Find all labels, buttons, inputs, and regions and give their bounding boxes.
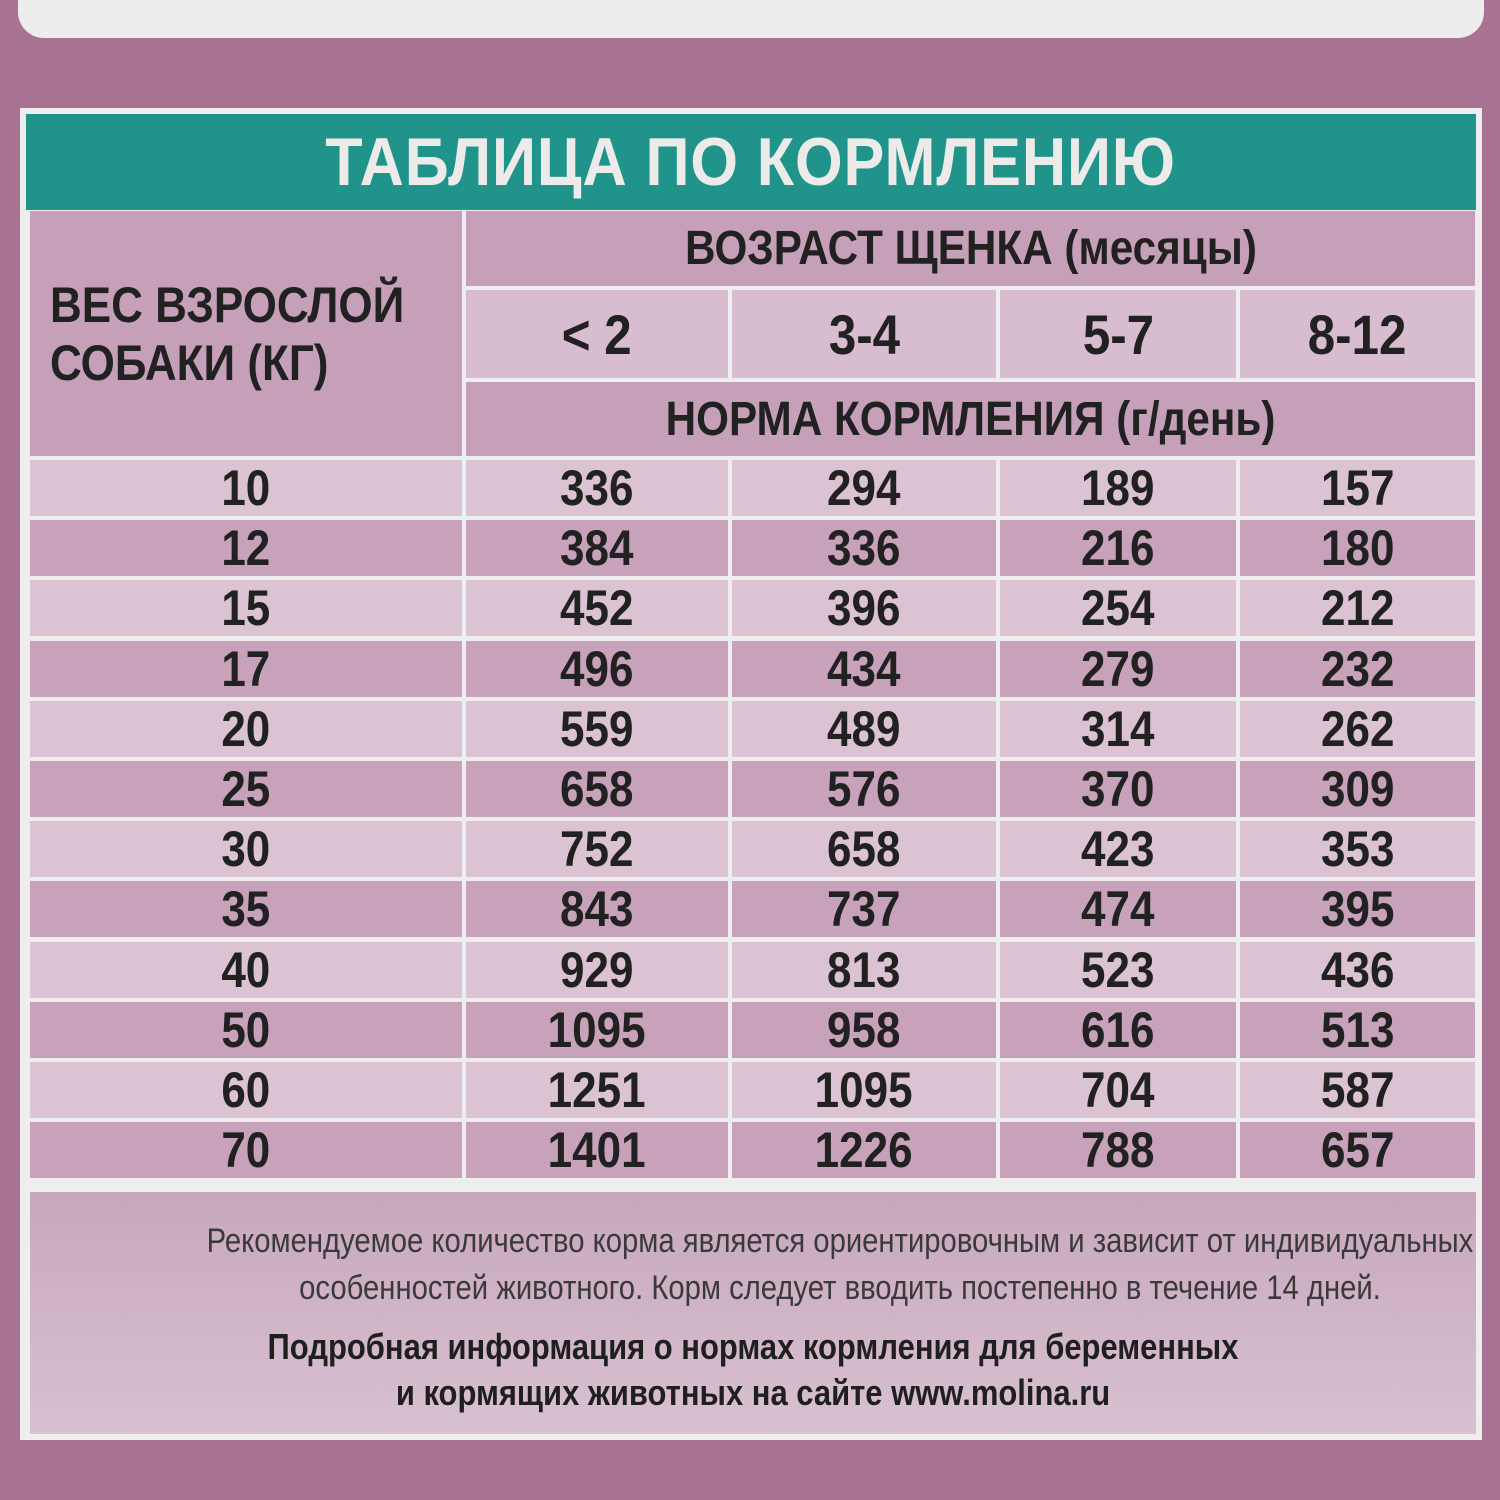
feed-amount-cell: 813	[732, 942, 996, 998]
age-column-3: 5-7	[1000, 290, 1236, 378]
top-label-strip	[18, 0, 1484, 38]
age-column-1: < 2	[466, 290, 728, 378]
footer	[30, 1192, 1476, 1434]
feed-amount-cell: 434	[732, 641, 996, 697]
feed-amount-cell: 1095	[466, 1002, 728, 1058]
weight-cell: 40	[30, 942, 462, 998]
feed-amount-cell: 384	[466, 520, 728, 576]
feed-amount-cell: 616	[1000, 1002, 1236, 1058]
feed-amount-cell: 436	[1240, 942, 1475, 998]
feed-amount-cell: 262	[1240, 701, 1475, 757]
feed-amount-cell: 752	[466, 821, 728, 877]
feed-amount-cell: 370	[1000, 761, 1236, 817]
feed-amount-cell: 180	[1240, 520, 1475, 576]
feed-amount-cell: 452	[466, 580, 728, 636]
feed-amount-cell: 496	[466, 641, 728, 697]
weight-cell: 20	[30, 701, 462, 757]
weight-cell: 10	[30, 460, 462, 516]
weight-cell: 25	[30, 761, 462, 817]
feed-amount-cell: 353	[1240, 821, 1475, 877]
feed-amount-cell: 157	[1240, 460, 1475, 516]
feed-amount-cell: 396	[732, 580, 996, 636]
feed-amount-cell: 704	[1000, 1062, 1236, 1118]
footer-note: Рекомендуемое количество корма является ориентировочным и зависит от индивидуальных особенностей животного. Корм следует вводить постепенно в течение 14 дней.	[206, 1222, 1474, 1307]
feed-amount-cell: 1401	[466, 1122, 728, 1178]
weight-cell: 60	[30, 1062, 462, 1118]
feed-amount-cell: 423	[1000, 821, 1236, 877]
feed-amount-cell: 489	[732, 701, 996, 757]
age-header: ВОЗРАСТ ЩЕНКА (месяцы)	[466, 211, 1475, 286]
feed-amount-cell: 216	[1000, 520, 1236, 576]
weight-cell: 15	[30, 580, 462, 636]
feed-amount-cell: 587	[1240, 1062, 1475, 1118]
feed-amount-cell: 843	[466, 881, 728, 937]
feed-amount-cell: 314	[1000, 701, 1236, 757]
age-column-4: 8-12	[1240, 290, 1475, 378]
weight-cell: 17	[30, 641, 462, 697]
feed-amount-cell: 658	[466, 761, 728, 817]
feeding-table-panel	[20, 108, 1482, 1440]
feed-amount-cell: 658	[732, 821, 996, 877]
feed-amount-cell: 576	[732, 761, 996, 817]
feed-amount-cell: 657	[1240, 1122, 1475, 1178]
feed-amount-cell: 1226	[732, 1122, 996, 1178]
feed-amount-cell: 189	[1000, 460, 1236, 516]
feed-amount-cell: 309	[1240, 761, 1475, 817]
footer-info: Подробная информация о нормах кормления для беременных и кормящих животных на сайте www.molina.ru	[267, 1326, 1239, 1413]
feed-amount-cell: 737	[732, 881, 996, 937]
weight-cell: 12	[30, 520, 462, 576]
feed-amount-cell: 1251	[466, 1062, 728, 1118]
weight-column-header: ВЕС ВЗРОСЛОЙ СОБАКИ (КГ)	[30, 211, 462, 456]
weight-cell: 70	[30, 1122, 462, 1178]
feed-amount-cell: 212	[1240, 580, 1475, 636]
feed-amount-cell: 958	[732, 1002, 996, 1058]
weight-cell: 35	[30, 881, 462, 937]
feed-amount-cell: 929	[466, 942, 728, 998]
feed-amount-cell: 232	[1240, 641, 1475, 697]
feed-amount-cell: 254	[1000, 580, 1236, 636]
feed-amount-cell: 559	[466, 701, 728, 757]
feed-amount-cell: 395	[1240, 881, 1475, 937]
feed-amount-cell: 513	[1240, 1002, 1475, 1058]
feed-amount-cell: 336	[466, 460, 728, 516]
feed-amount-cell: 1095	[732, 1062, 996, 1118]
age-column-2: 3-4	[732, 290, 996, 378]
feed-amount-cell: 279	[1000, 641, 1236, 697]
weight-cell: 30	[30, 821, 462, 877]
feed-amount-cell: 294	[732, 460, 996, 516]
feed-amount-cell: 788	[1000, 1122, 1236, 1178]
feed-amount-cell: 474	[1000, 881, 1236, 937]
norm-header: НОРМА КОРМЛЕНИЯ (г/день)	[466, 382, 1475, 456]
weight-cell: 50	[30, 1002, 462, 1058]
feed-amount-cell: 523	[1000, 942, 1236, 998]
table-title: ТАБЛИЦА ПО КОРМЛЕНИЮ	[26, 114, 1476, 210]
feed-amount-cell: 336	[732, 520, 996, 576]
